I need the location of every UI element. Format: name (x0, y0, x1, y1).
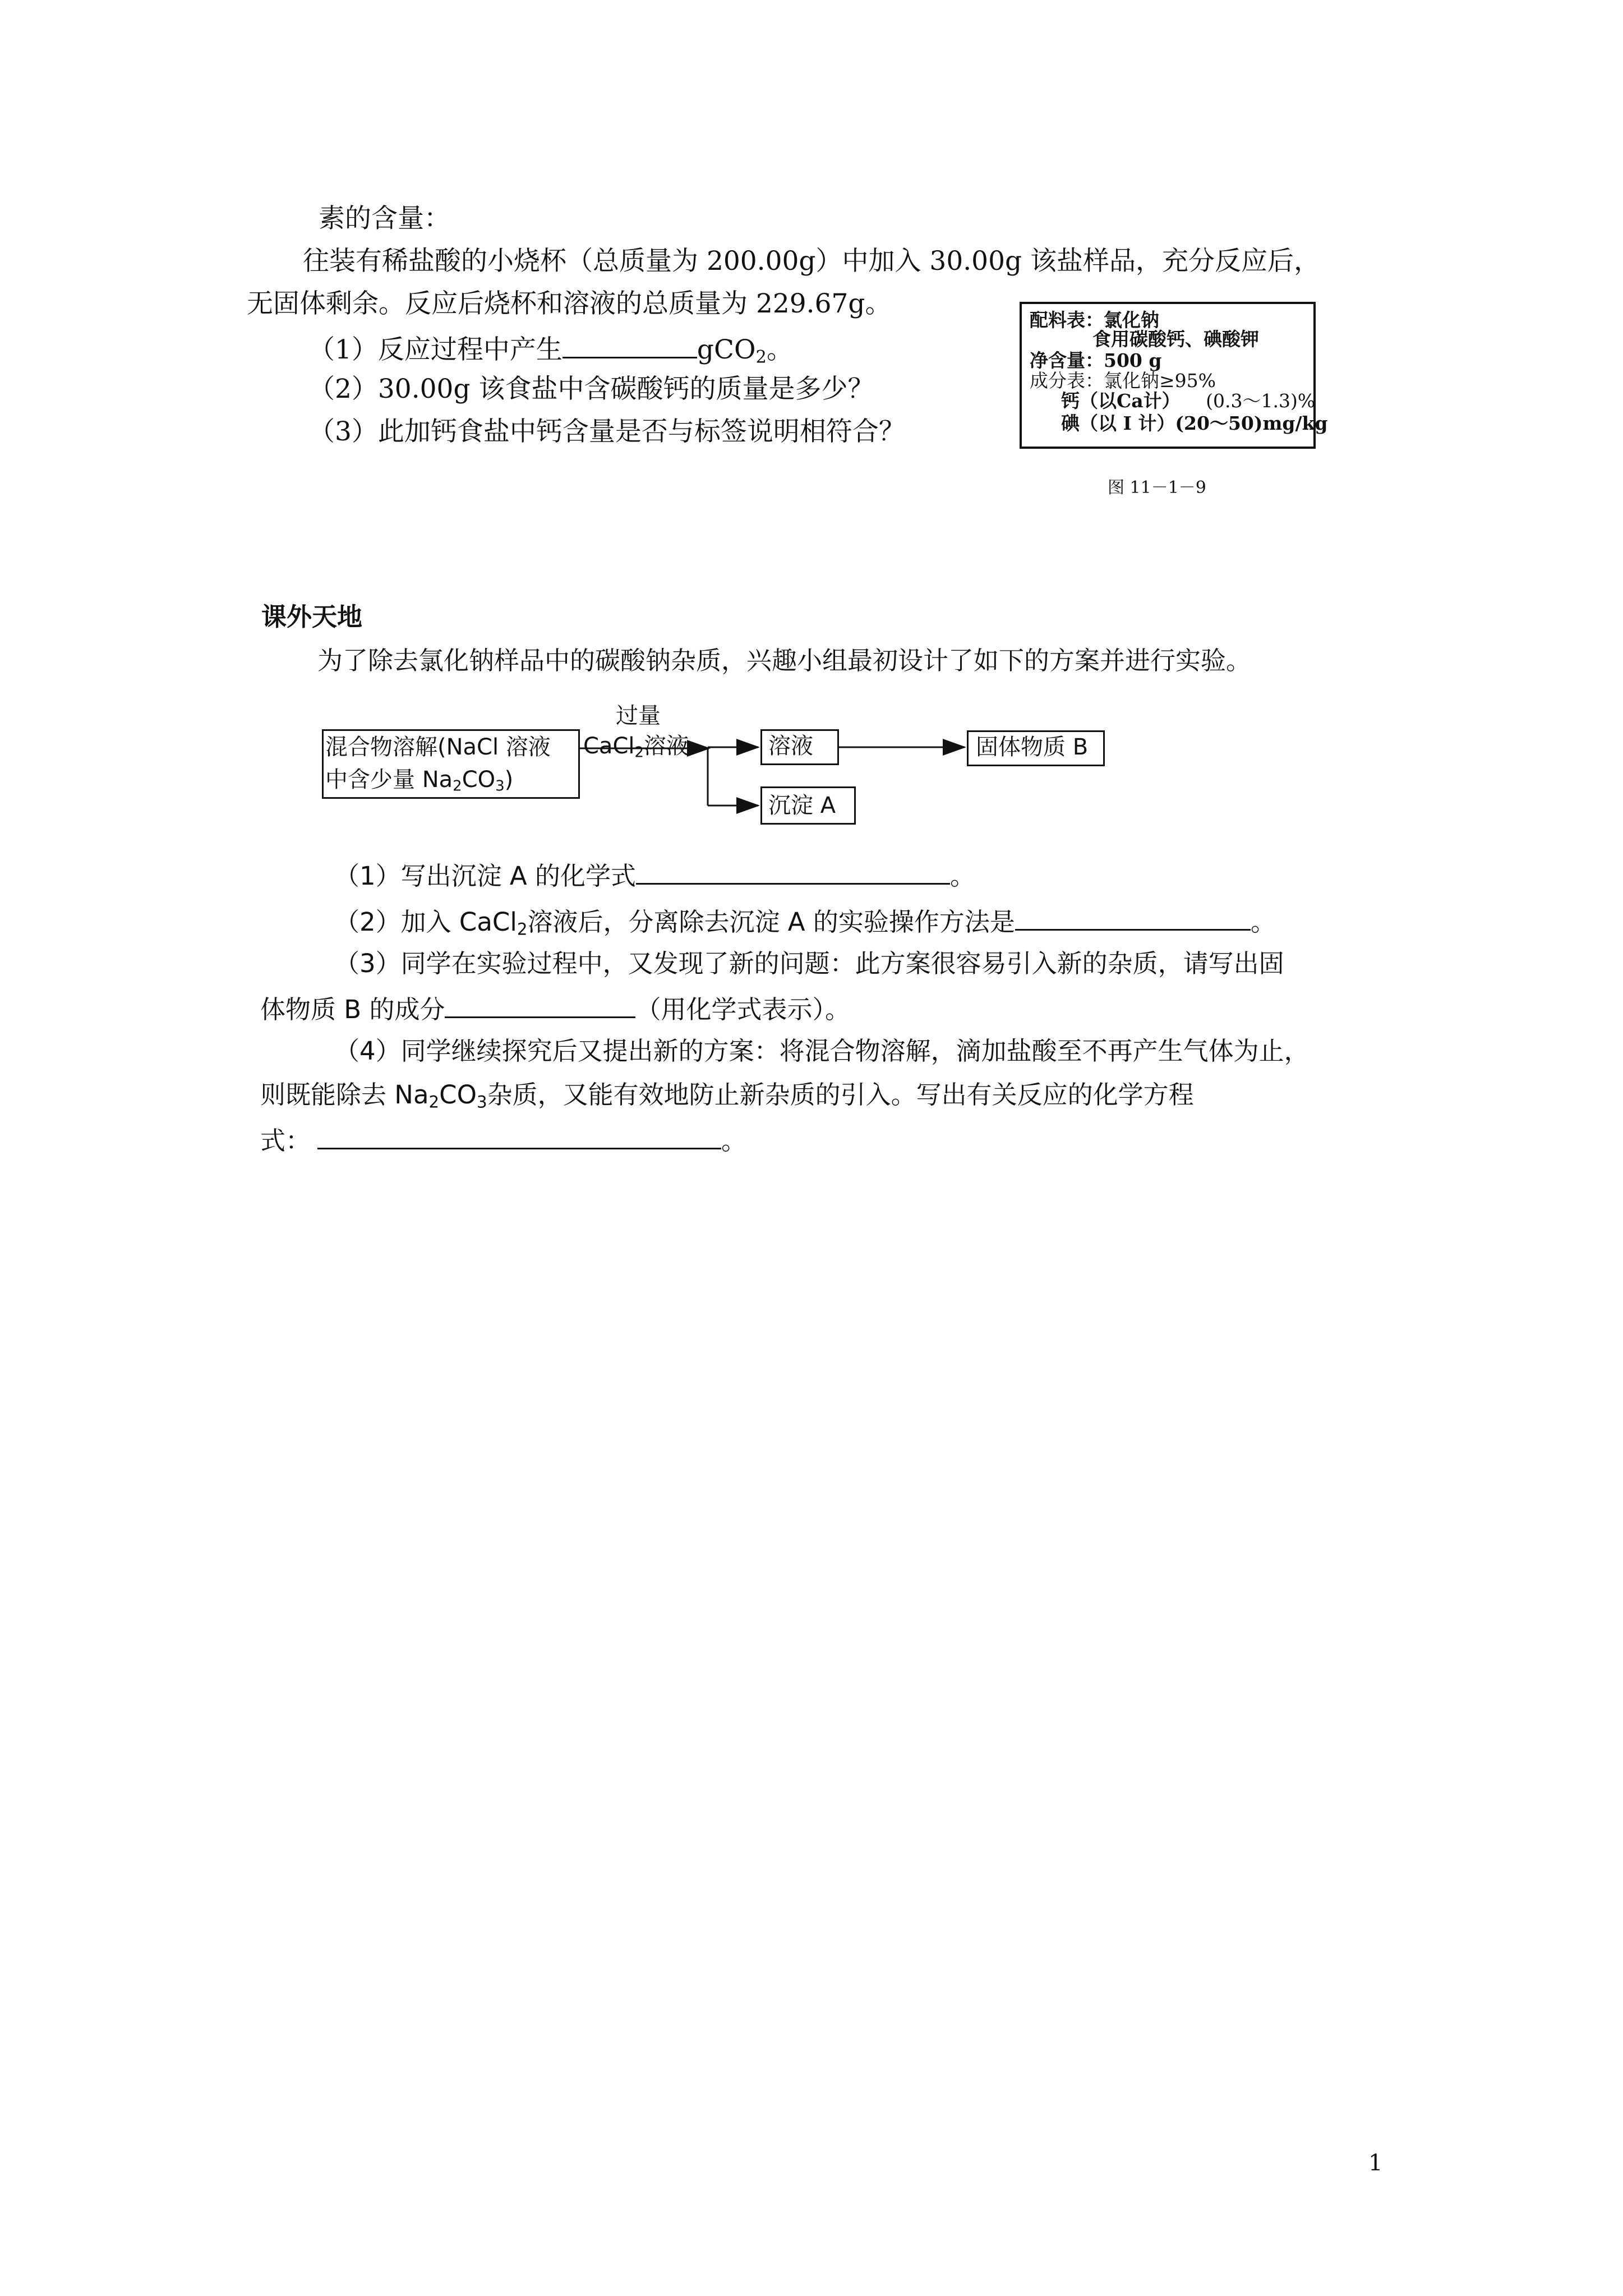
answer-blank-precipitate[interactable] (636, 857, 950, 885)
flow-arrows (0, 0, 1623, 841)
section-intro: 为了除去氯化钠样品中的碳酸钠杂质，兴趣小组最初设计了如下的方案并进行实验。 (317, 646, 1252, 675)
problem-line-2: 无固体剩余。反应后烧杯和溶液的总质量为 229.67g。 (247, 288, 892, 319)
extra-question-4-line3 (260, 1122, 746, 1158)
extra-question-4-line1: （4）同学继续探究后又提出新的方案：将混合物溶解，滴加盐酸至不再产生气体为止， (334, 1036, 1310, 1066)
extra-q2-end: 。 (1250, 907, 1276, 937)
question-1-prefix: （1）反应过程中产生 (308, 334, 562, 365)
problem-line-1: 往装有稀盐酸的小烧杯（总质量为 200.00g）中加入 30.00g 该盐样品，充分反应后， (303, 246, 1320, 277)
reagent-name: CaCl$_2$溶液 (583, 733, 689, 761)
problem-line-0: 素的含量： (319, 203, 450, 234)
extra-q4-end: 。 (721, 1126, 747, 1156)
label-calcium-range: (0.3～1.3)% (1206, 390, 1316, 412)
section-heading: 课外天地 (261, 602, 363, 632)
solution-label: 溶液 (768, 733, 813, 759)
extra-q4-rest: 杂质，又能有效地防止新杂质的引入。写出有关反应的化学方程 (487, 1080, 1194, 1110)
question-3: （3）此加钙食盐中钙含量是否与标签说明相符合？ (308, 416, 905, 447)
figure-caption: 图 11－1－9 (1108, 478, 1206, 498)
question-2: （2）30.00g 该食盐中含碳酸钙的质量是多少？ (308, 374, 874, 404)
mixture-co: CO (462, 767, 496, 793)
extra-q3-text-b: （用化学式表示）。 (635, 995, 850, 1024)
extra-question-1 (334, 857, 975, 893)
mixture-label-line1: 混合物溶解(NaCl 溶液 (325, 734, 551, 760)
precipitate-label: 沉淀 A (768, 793, 836, 818)
label-row-composition: 成分表：氯化钠≥95% (1030, 370, 1216, 392)
extra-q4-prefix: 式： (260, 1126, 311, 1156)
mixture-paren: ) (504, 767, 514, 793)
mixture-label-line2: 中含少量 $Na_2CO_3$) (325, 767, 514, 795)
extra-q3-text-a: 体物质 B 的成分 (260, 995, 445, 1024)
extra-q4-na: 则既能除去 Na (260, 1080, 429, 1110)
mixture-na: 中含少量 Na (325, 767, 453, 793)
label-row-iodine: 碘（以 I 计）(20～50)mg/kg (1061, 412, 1328, 434)
reagent-amount: 过量 (616, 703, 661, 729)
question-1-unit: gCO (697, 334, 756, 365)
question-1-end: 。 (766, 334, 793, 365)
question-1-subscript: 2 (755, 347, 767, 367)
extra-q4-co: CO (439, 1080, 477, 1110)
extra-q1-text: （1）写出沉淀 A 的化学式 (334, 861, 637, 891)
reagent-solution: 溶液 (644, 733, 689, 759)
extra-question-3-line1: （3）同学在实验过程中，又发现了新的问题：此方案很容易引入新的杂质，请写出固 (334, 949, 1284, 978)
answer-blank-operation[interactable] (1015, 903, 1251, 931)
label-row-ingredients: 配料表：氯化钠 (1030, 309, 1159, 331)
extra-question-3-line2 (260, 991, 850, 1027)
solid-b-label: 固体物质 B (976, 734, 1089, 760)
reagent-formula: CaCl (583, 733, 635, 759)
extra-q2-text-b: 溶液后，分离除去沉淀 A 的实验操作方法是 (527, 907, 1015, 937)
extra-q1-end: 。 (950, 861, 976, 891)
extra-question-4-line2: 则既能除去 $Na_2CO_3$杂质，又能有效地防止新杂质的引入。写出有关反应的化学方程 (260, 1080, 1194, 1112)
label-calcium-name: 钙（以Ca计） (1061, 390, 1181, 412)
answer-blank-solid-b[interactable] (445, 991, 635, 1018)
label-row-net-content: 净含量：500 g (1030, 349, 1162, 371)
page-number: 1 (1368, 2150, 1383, 2176)
extra-q2-text-a: （2）加入 CaCl (334, 907, 517, 937)
extra-question-2: （2）加入 CaCl$_2$溶液后，分离除去沉淀 A 的实验操作方法是 。 (334, 903, 1276, 946)
label-row-additives: 食用碳酸钙、碘酸钾 (1092, 328, 1259, 350)
answer-blank-equation[interactable] (317, 1122, 721, 1149)
